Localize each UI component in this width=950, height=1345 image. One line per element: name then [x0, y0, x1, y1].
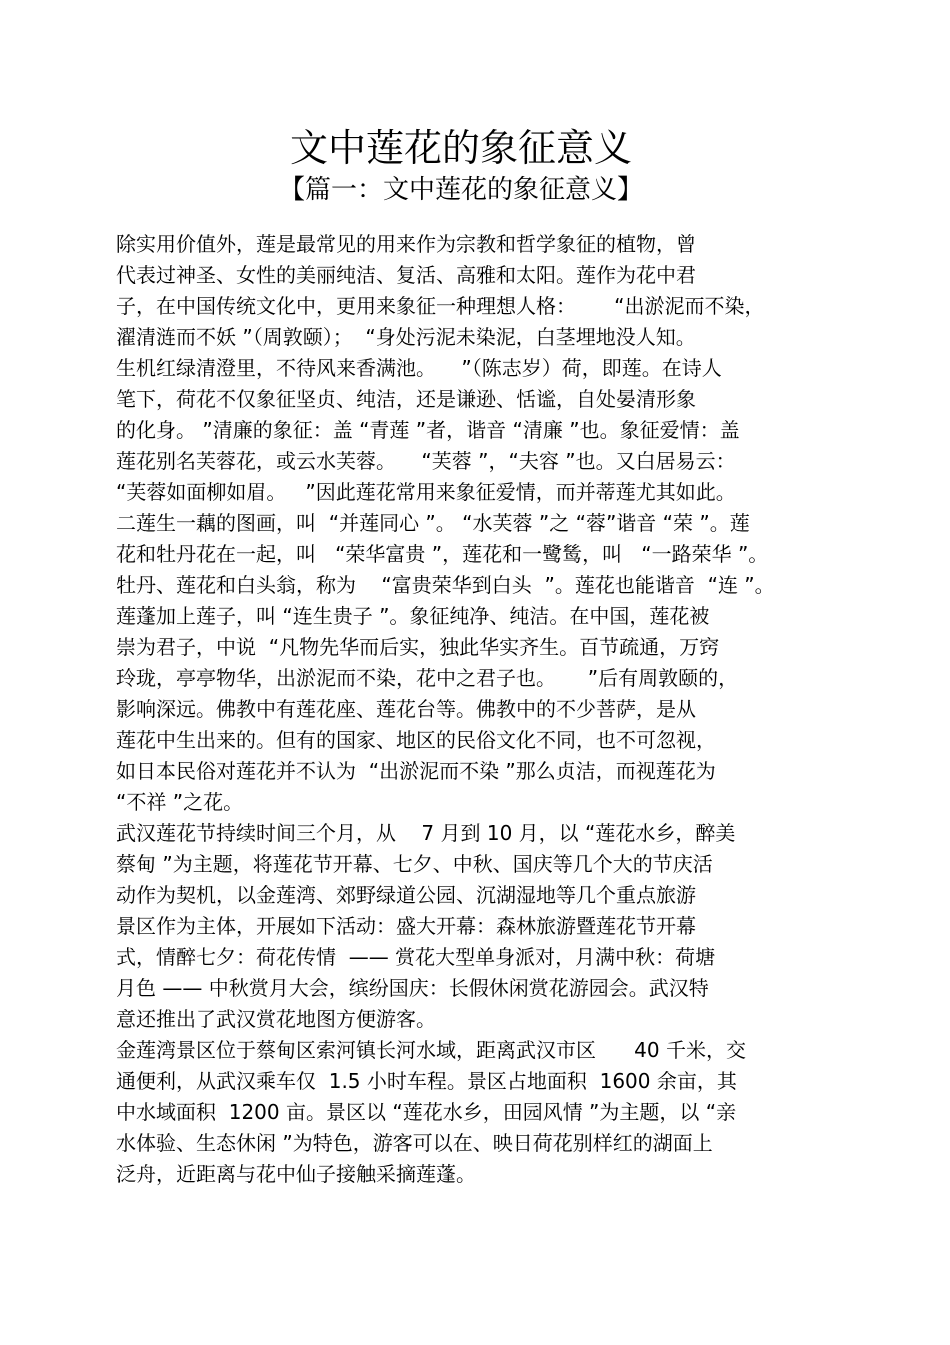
text-line: 莲蓬加上莲子，叫 “连生贵子 ”。象征纯净、纯洁。在中国，莲花被 [116, 604, 710, 628]
text-line: 莲花别名芙蓉花，或云水芙蓉。 “芙蓉 ”，“夫容 ”也。又白居易云： [116, 449, 736, 473]
text-line: 莲花中生出来的。但有的国家、地区的民俗文化不同，也不可忽视， [116, 728, 716, 752]
text-line: 景区作为主体，开展如下活动：盛大开幕：森林旅游暨莲花节开幕 [116, 914, 696, 938]
text-line: 水体验、生态休闲 ”为特色，游客可以在、映日荷花别样红的湖面上 [116, 1131, 713, 1155]
text-line: 除实用价值外，莲是最常见的用来作为宗教和哲学象征的植物，曾 [116, 232, 696, 256]
text-line: 蔡甸 ”为主题，将莲花节开幕、七夕、中秋、国庆等几个大的节庆活 [116, 852, 713, 876]
text-line: 泛舟，近距离与花中仙子接触采摘莲蓬。 [116, 1162, 476, 1186]
text-line: 子，在中国传统文化中，更用来象征一种理想人格： “出淤泥而不染， [116, 294, 765, 318]
text-line: 濯清涟而不妖 ”（周敦颐）； “身处污泥未染泥，白茎埋地没人知。 [116, 325, 696, 349]
text-line: 式，情醉七夕：荷花传情 —— 赏花大型单身派对，月满中秋：荷塘 [116, 945, 716, 969]
document-subtitle: 【篇一：文中莲花的象征意义】 [278, 175, 643, 205]
document-title: 文中莲花的象征意义 [289, 126, 632, 170]
text-line: 牡丹、莲花和白头翁，称为 “富贵荣华到白头 ”。莲花也能谐音 “连 ”。 [116, 573, 775, 597]
text-line: 笔下，荷花不仅象征坚贞、纯洁，还是谦逊、恬谧，自处晏清形象 [116, 387, 696, 411]
text-line: 生机红绿清澄里，不待风来香满池。 ”（陈志岁）荷，即莲。在诗人 [116, 356, 722, 380]
text-line: 的化身。 ”清廉的象征：盖 “青莲 ”者，谐音 “清廉 ”也。象征爱情：盖 [116, 418, 740, 442]
text-line: 崇为君子，中说 “凡物先华而后实，独此华实齐生。百节疏通，万窍 [116, 635, 720, 659]
text-line: 月色 —— 中秋赏月大会，缤纷国庆：长假休闲赏花游园会。武汉特 [116, 976, 709, 1000]
text-line: 如日本民俗对莲花并不认为 “出淤泥而不染 ”那么贞洁，而视莲花为 [116, 759, 716, 783]
text-line: “不祥 ”之花。 [116, 790, 244, 814]
document-body [116, 229, 836, 1190]
text-line: 金莲湾景区位于蔡甸区索河镇长河水域，距离武汉市区 40 千米，交 [116, 1038, 746, 1062]
text-line: “芙蓉如面柳如眉。 ”因此莲花常用来象征爱情，而并蒂莲尤其如此。 [116, 480, 736, 504]
text-line: 通便利，从武汉乘车仅 1.5 小时车程。景区占地面积 1600 余亩，其 [116, 1069, 737, 1093]
text-line: 花和牡丹花在一起，叫 “荣华富贵 ”，莲花和一鹭鸶，叫 “一路荣华 ”。 [116, 542, 769, 566]
text-line: 中水域面积 1200 亩。景区以 “莲花水乡，田园风情 ”为主题，以 “亲 [116, 1100, 737, 1124]
text-line: 影响深远。佛教中有莲花座、莲花台等。佛教中的不少菩萨，是从 [116, 697, 696, 721]
text-line: 意还推出了武汉赏花地图方便游客。 [116, 1007, 436, 1031]
text-line: 二莲生一藕的图画，叫 “并莲同心 ”。 “水芙蓉 ”之 “蓉”谐音 “荣 ”。莲 [116, 511, 750, 535]
text-line: 代表过神圣、女性的美丽纯洁、复活、高雅和太阳。莲作为花中君 [116, 263, 696, 287]
text-line: 动作为契机，以金莲湾、郊野绿道公园、沉湖湿地等几个重点旅游 [116, 883, 696, 907]
text-line: 玲珑，亭亭物华，出淤泥而不染，花中之君子也。 ”后有周敦颐的， [116, 666, 739, 690]
text-line: 武汉莲花节持续时间三个月，从 7 月到 10 月，以 “莲花水乡，醉美 [116, 821, 736, 845]
